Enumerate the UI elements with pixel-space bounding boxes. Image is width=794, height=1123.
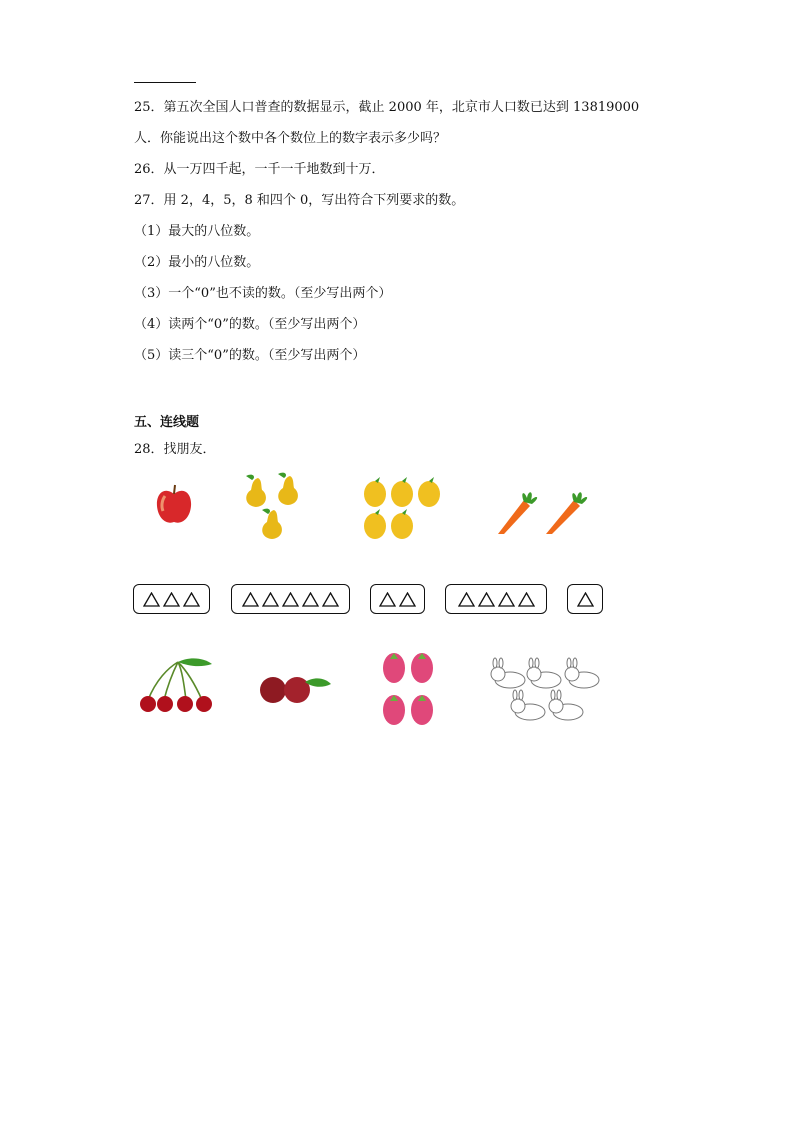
pear-icon <box>246 475 266 507</box>
triangle-icon <box>399 592 416 607</box>
question-26: 26．从一万四千起，一千一千地数到十万． <box>134 162 385 177</box>
mango-group[interactable] <box>362 476 442 546</box>
question-27-sub-4: （4）读两个“0”的数。（至少写出两个） <box>134 317 366 332</box>
question-27-sub-1: （1）最大的八位数。 <box>134 224 260 239</box>
triangle-icon <box>242 592 259 607</box>
question-25-line-1: 25．第五次全国人口普查的数据显示，截止 2000 年，北京市人口数已达到 13819000 <box>134 100 640 115</box>
triangle-box-1[interactable] <box>567 584 603 614</box>
triangle-icon <box>379 592 396 607</box>
triangle-box-4[interactable] <box>445 584 547 614</box>
triangle-icon <box>518 592 535 607</box>
carrot-group[interactable] <box>494 488 590 542</box>
dragon-fruit-group[interactable] <box>380 650 438 734</box>
answer-blank-line <box>134 82 196 83</box>
rabbit-group[interactable] <box>490 656 610 730</box>
question-28: 28．找朋友． <box>134 442 216 457</box>
section-title: 五、连线题 <box>134 415 200 430</box>
triangle-icon <box>282 592 299 607</box>
carrot-icon <box>546 492 587 534</box>
question-25-line-2: 人．你能说出这个数中各个数位上的数字表示多少吗？ <box>134 131 447 146</box>
triangle-icon <box>262 592 279 607</box>
question-27-sub-5: （5）读三个“0”的数。（至少写出两个） <box>134 348 366 363</box>
pear-icon <box>262 509 282 539</box>
triangle-box-3[interactable] <box>133 584 210 614</box>
triangle-box-2[interactable] <box>370 584 425 614</box>
triangle-icon <box>498 592 515 607</box>
apple-icon[interactable] <box>154 482 194 530</box>
triangle-icon <box>302 592 319 607</box>
triangle-icon <box>183 592 200 607</box>
question-27-sub-3: （3）一个“0”也不读的数。（至少写出两个） <box>134 286 392 301</box>
pear-icon <box>278 473 298 505</box>
triangle-icon <box>478 592 495 607</box>
triangle-icon <box>143 592 160 607</box>
triangle-icon <box>163 592 180 607</box>
triangle-icon <box>458 592 475 607</box>
cherry-group[interactable] <box>138 656 218 718</box>
carrot-icon <box>498 492 537 534</box>
triangle-icon <box>322 592 339 607</box>
question-27: 27．用 2，4，5，8 和四个 0，写出符合下列要求的数。 <box>134 193 465 208</box>
pear-group[interactable] <box>240 470 310 546</box>
question-27-sub-2: （2）最小的八位数。 <box>134 255 260 270</box>
triangle-icon <box>577 592 594 607</box>
bayberry-group[interactable] <box>257 670 333 710</box>
triangle-box-5[interactable] <box>231 584 350 614</box>
